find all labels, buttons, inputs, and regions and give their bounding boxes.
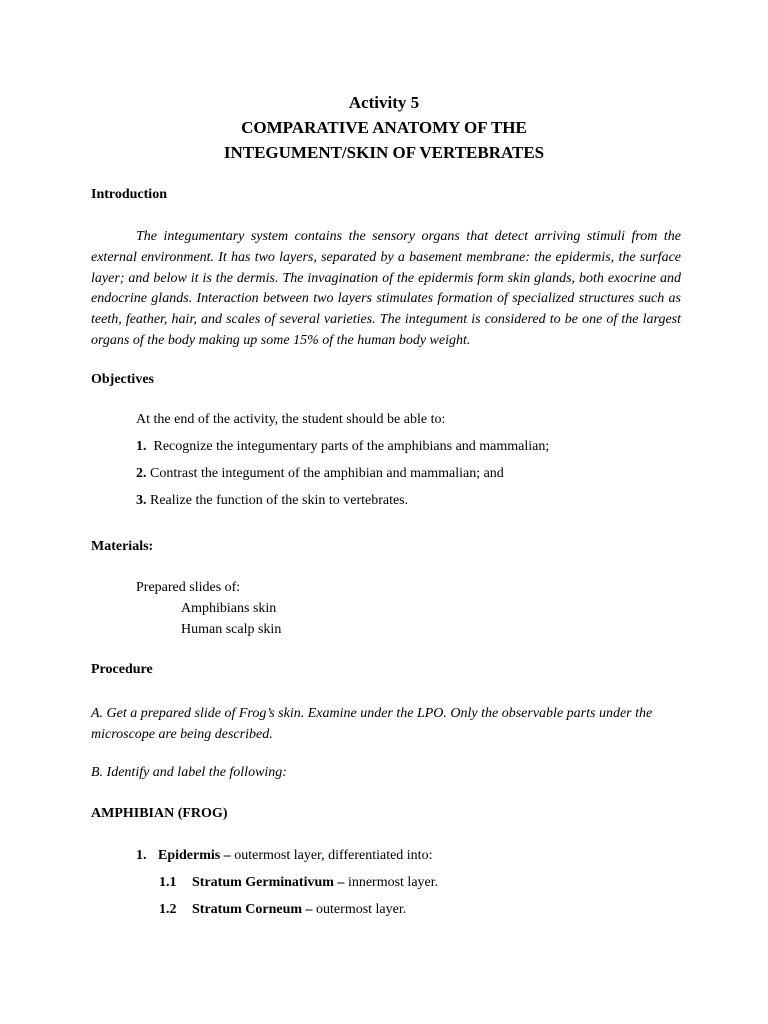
introduction-paragraph: The integumentary system contains the sensory organs that detect arriving stimuli from the external environment. It has two layers, separated by a basement membrane: the epidermis, the surface layer; and below it is the dermis. The invagination of the epidermis form skin glands, both exocrine and endocrine glands. Interaction between two layers stimulates formation of specialized structures such as teeth, feather, hair, and scales of several varieties. The integument is considered to be one of the largest organs of the body making up some 15% of the human body weight. [91, 229, 681, 348]
amphibian-subitem-1-2 [159, 902, 406, 918]
amphibian-heading: AMPHIBIAN (FROG) [91, 806, 228, 821]
subitem-term: Stratum Corneum – [192, 902, 313, 917]
subitem-number: 1.1 [159, 875, 177, 890]
introduction-heading: Introduction [91, 187, 167, 202]
activity-number: Activity 5 [348, 93, 420, 112]
objective-text: Recognize the integumentary parts of the amphibians and mammalian; [146, 439, 550, 454]
item-description: outermost layer, differentiated into: [230, 848, 433, 863]
material-item: Amphibians skin [181, 601, 277, 616]
objective-text: Realize the function of the skin to vertebrates. [146, 493, 409, 508]
objective-item-3 [136, 493, 408, 509]
objective-number: 1. [136, 439, 147, 454]
objectives-lead: At the end of the activity, the student should be able to: [136, 412, 446, 427]
subitem-description: outermost layer. [312, 902, 407, 917]
subitem-number: 1.2 [159, 902, 177, 917]
amphibian-subitem-1-1 [159, 875, 438, 891]
objective-number: 2. [136, 466, 147, 481]
subitem-description: innermost layer. [344, 875, 439, 890]
material-item: Human scalp skin [181, 622, 282, 637]
title-line-1: COMPARATIVE ANATOMY OF THE [241, 118, 527, 137]
amphibian-item-1 [136, 848, 432, 864]
objective-number: 3. [136, 493, 147, 508]
subitem-term: Stratum Germinativum – [192, 875, 345, 890]
objectives-heading: Objectives [91, 372, 154, 387]
procedure-step-b: B. Identify and label the following: [91, 765, 287, 780]
objective-text: Contrast the integument of the amphibian and mammalian; and [146, 466, 504, 481]
procedure-heading: Procedure [91, 662, 153, 677]
materials-lead: Prepared slides of: [136, 580, 241, 595]
objective-item-1 [136, 439, 549, 455]
procedure-step-a: A. Get a prepared slide of Frog’s skin. Examine under the LPO. Only the observable parts under the microscope are being described. [91, 706, 653, 742]
item-term: Epidermis – [158, 848, 231, 863]
title-line-2: INTEGUMENT/SKIN OF VERTEBRATES [223, 143, 545, 162]
objective-item-2 [136, 466, 504, 482]
item-number: 1. [136, 848, 147, 863]
materials-heading: Materials: [91, 539, 154, 554]
